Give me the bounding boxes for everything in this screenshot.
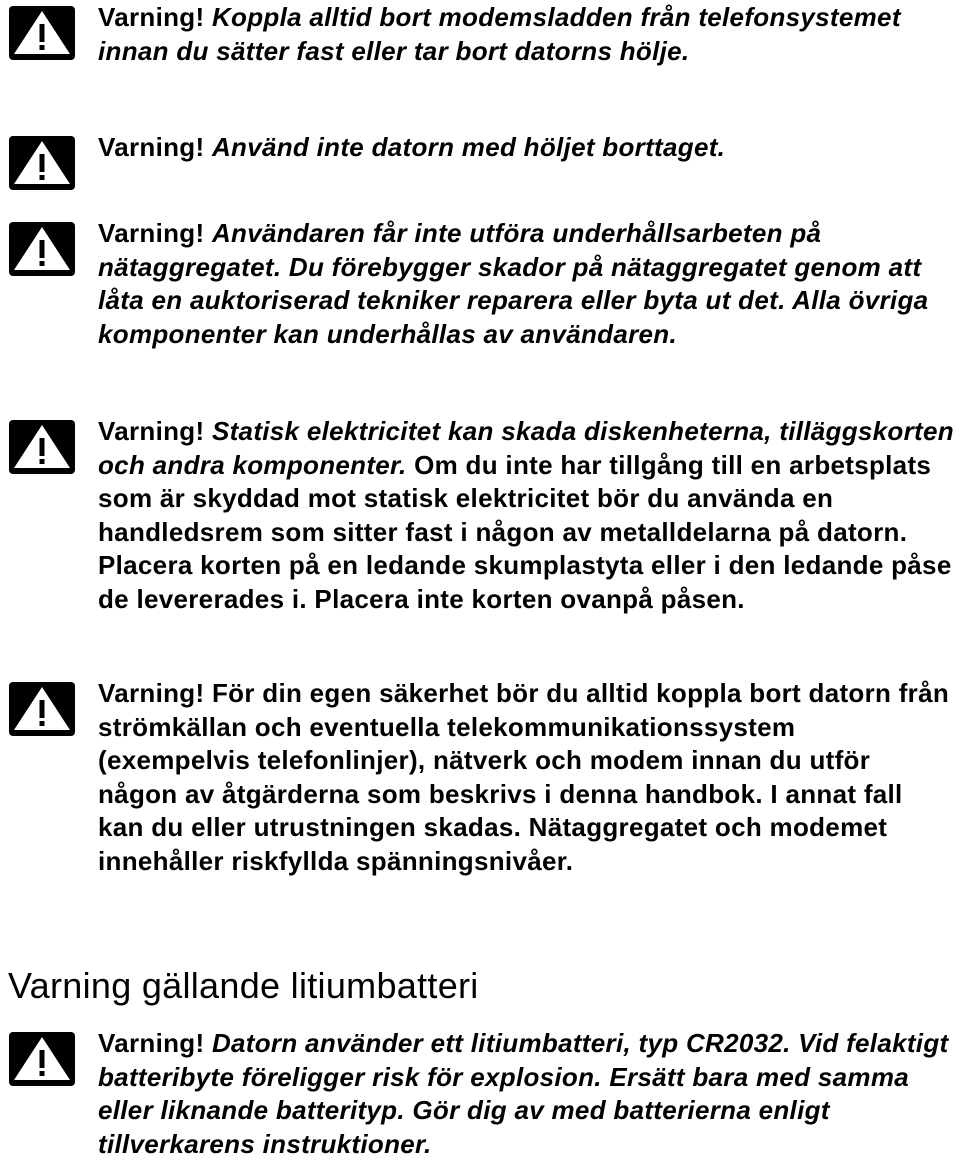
warning-text: Varning! Använd inte datorn med höljet borttaget.: [98, 132, 726, 162]
warning-triangle-icon: [9, 682, 75, 736]
warning-triangle-icon: [9, 1032, 75, 1086]
warning-text: Varning! Användaren får inte utföra underhållsarbeten på nätaggregatet. Du förebygger skador på nätaggregatet genom att låta en auktoriserad tekniker reparera eller byta ut det. Alla övriga komponenter kan underhållas av användaren.: [98, 218, 929, 349]
warning-triangle-icon: [9, 6, 75, 60]
warning-text: Varning! Statisk elektricitet kan skada diskenheterna, tilläggskorten och andra komponenter. Om du inte har tillgång till en arbetsplats som är skyddad mot statisk elektricitet bör du använda en handledsrem som sitter fast i någon av metalldelarna på datorn. Placera korten på en ledande skumplastyta eller i den ledande påse de levererades i. Placera inte korten ovanpå påsen.: [98, 416, 954, 614]
warning-text: Varning! För din egen säkerhet bör du alltid koppla bort datorn från strömkällan och eventuella telekommunikationssystem (exempelvis telefonlinjer), nätverk och modem innan du utför någon av åtgärderna som beskrivs i denna handbok. I annat fall kan du eller utrustningen skadas. Nätaggregatet och modemet innehåller riskfyllda spänningsnivåer.: [98, 678, 950, 876]
warning-triangle-icon: [9, 136, 75, 190]
warning-triangle-icon: [9, 420, 75, 474]
section-heading: Varning gällande litiumbatteri: [8, 965, 479, 1006]
warning-text: Varning! Koppla alltid bort modemsladden från telefonsystemet innan du sätter fast eller tar bort datorns hölje.: [98, 2, 901, 66]
warning-triangle-icon: [9, 222, 75, 276]
warning-text: Varning! Datorn använder ett litiumbatteri, typ CR2032. Vid felaktigt batteribyte föreligger risk för explosion. Ersätt bara med samma eller liknande batterityp. Gör dig av med batterierna enligt tillverkarens instruktioner.: [98, 1028, 949, 1159]
